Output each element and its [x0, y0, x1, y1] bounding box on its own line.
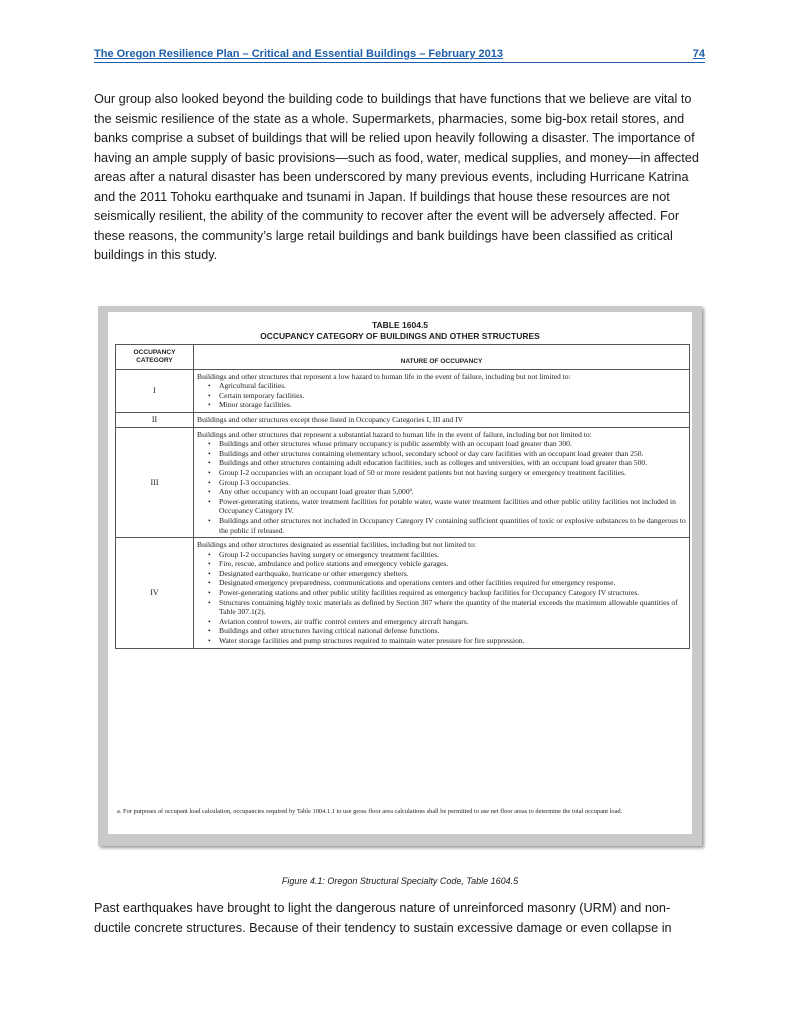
- nature-intro: Buildings and other structures except those listed in Occupancy Categories I, III and IV: [197, 414, 464, 424]
- list-item: • Fire, rescue, ambulance and police stations and emergency vehicle garages.: [219, 559, 686, 569]
- table-row: [116, 427, 689, 538]
- nature-intro: Buildings and other structures designated as essential facilities, including but not limited to:: [197, 540, 477, 550]
- table-row: [116, 369, 689, 412]
- bullet-list: [197, 550, 686, 646]
- occupancy-table: [115, 344, 690, 649]
- bullet-list: [197, 381, 686, 410]
- nature-cell: [194, 428, 689, 538]
- table-row: [116, 412, 689, 427]
- table-number: TABLE 1604.5: [371, 320, 429, 330]
- list-item: • Group I-3 occupancies.: [219, 478, 686, 488]
- list-item: • Designated emergency preparedness, communications and operations centers and other facilities required for emergency response.: [219, 578, 686, 588]
- col1-header: OCCUPANCY CATEGORY: [116, 345, 194, 369]
- list-item: • Buildings and other structures containing elementary school, secondary school or day care facilities with an occupant load greater than 250.: [219, 449, 686, 459]
- nature-cell: [194, 413, 689, 427]
- list-item: • Buildings and other structures whose primary occupancy is public assembly with an occupant load greater than 300.: [219, 439, 686, 449]
- running-header: [94, 48, 705, 63]
- list-item: • Agricultural facilities.: [219, 381, 686, 391]
- table-image: [108, 312, 692, 834]
- nature-intro: Buildings and other structures that represent a low hazard to human life in the event of failure, including but not limited to:: [197, 371, 571, 381]
- figure-frame: [98, 306, 702, 846]
- list-item: • Buildings and other structures containing adult education facilities, such as colleges and universities, with an occupant load greater than 500.: [219, 458, 686, 468]
- table-header-row: [116, 345, 689, 369]
- intro-paragraph: Our group also looked beyond the building code to buildings that have functions that we believe are vital to the seismic resilience of the state as a whole. Supermarkets, pharmacies, some big-box retail stores, and banks comprise a subset of buildings that will be relied upon heavily following a disaster. The importance of having an ample supply of basic provisions—such as food, water, medical supplies, and money—in affected areas after a natural disaster has been underscored by many previous events, including Hurricane Katrina and the 2011 Tohoku earthquake and tsunami in Japan. If buildings that house these resources are not seismically resilient, the ability of the community to recover after the event will be adversely affected. For these reasons, the community’s large retail buildings and bank buildings have been classified as critical buildings in this study.: [94, 92, 699, 262]
- header-title: The Oregon Resilience Plan – Critical and Essential Buildings – February 2013: [94, 48, 503, 60]
- figure-caption: Figure 4.1: Oregon Structural Specialty Code, Table 1604.5: [281, 876, 519, 886]
- bullet-list: [197, 439, 686, 535]
- list-item: • Structures containing highly toxic materials as defined by Section 307 where the quantity of the material exceeds the maximum allowable quantities of Table 307.1(2).: [219, 598, 686, 617]
- list-item: • Any other occupancy with an occupant load greater than 5,000ª.: [219, 487, 686, 497]
- category-cell: III: [116, 428, 194, 538]
- closing-paragraph: Past earthquakes have brought to light the dangerous nature of unreinforced masonry (URM) and non-ductile concrete structures. Because of their tendency to sustain excessive damage or even collapse in: [94, 901, 672, 935]
- list-item: • Minor storage facilities.: [219, 400, 686, 410]
- list-item: • Water storage facilities and pump structures required to maintain water pressure for fire suppression.: [219, 636, 686, 646]
- table-row: [116, 537, 689, 648]
- nature-intro: Buildings and other structures that represent a substantial hazard to human life in the event of failure, including but not limited to:: [197, 429, 592, 439]
- list-item: • Power-generating stations, water treatment facilities for potable water, waste water treatment facilities and other public utility facilities not included in Occupancy Category IV.: [219, 497, 686, 516]
- nature-cell: [194, 538, 689, 648]
- list-item: • Buildings and other structures not included in Occupancy Category IV containing sufficient quantities of toxic or explosive substances to be dangerous to the public if released.: [219, 516, 686, 535]
- list-item: • Group I-2 occupancies with an occupant load of 50 or more resident patients but not having surgery or emergency treatment facilities.: [219, 468, 686, 478]
- list-item: • Buildings and other structures having critical national defense functions.: [219, 626, 686, 636]
- list-item: • Certain temporary facilities.: [219, 391, 686, 401]
- category-cell: I: [116, 370, 194, 412]
- list-item: • Designated earthquake, hurricane or other emergency shelters.: [219, 569, 686, 579]
- list-item: • Power-generating stations and other public utility facilities required as emergency backup facilities for Occupancy Category IV structures.: [219, 588, 686, 598]
- table-footnote: a. For purposes of occupant load calculation, occupancies required by Table 1004.1.1 to use gross floor area calculations shall be permitted to use net floor areas to determine the total occupant load.: [117, 808, 623, 815]
- page-number: 74: [692, 48, 705, 60]
- nature-cell: [194, 370, 689, 412]
- list-item: • Group I-2 occupancies having surgery or emergency treatment facilities.: [219, 550, 686, 560]
- list-item: • Aviation control towers, air traffic control centers and emergency aircraft hangars.: [219, 617, 686, 627]
- category-cell: II: [116, 413, 194, 427]
- table-title: OCCUPANCY CATEGORY OF BUILDINGS AND OTHER STRUCTURES: [260, 331, 540, 341]
- col2-header: NATURE OF OCCUPANCY: [400, 358, 483, 365]
- category-cell: IV: [116, 538, 194, 648]
